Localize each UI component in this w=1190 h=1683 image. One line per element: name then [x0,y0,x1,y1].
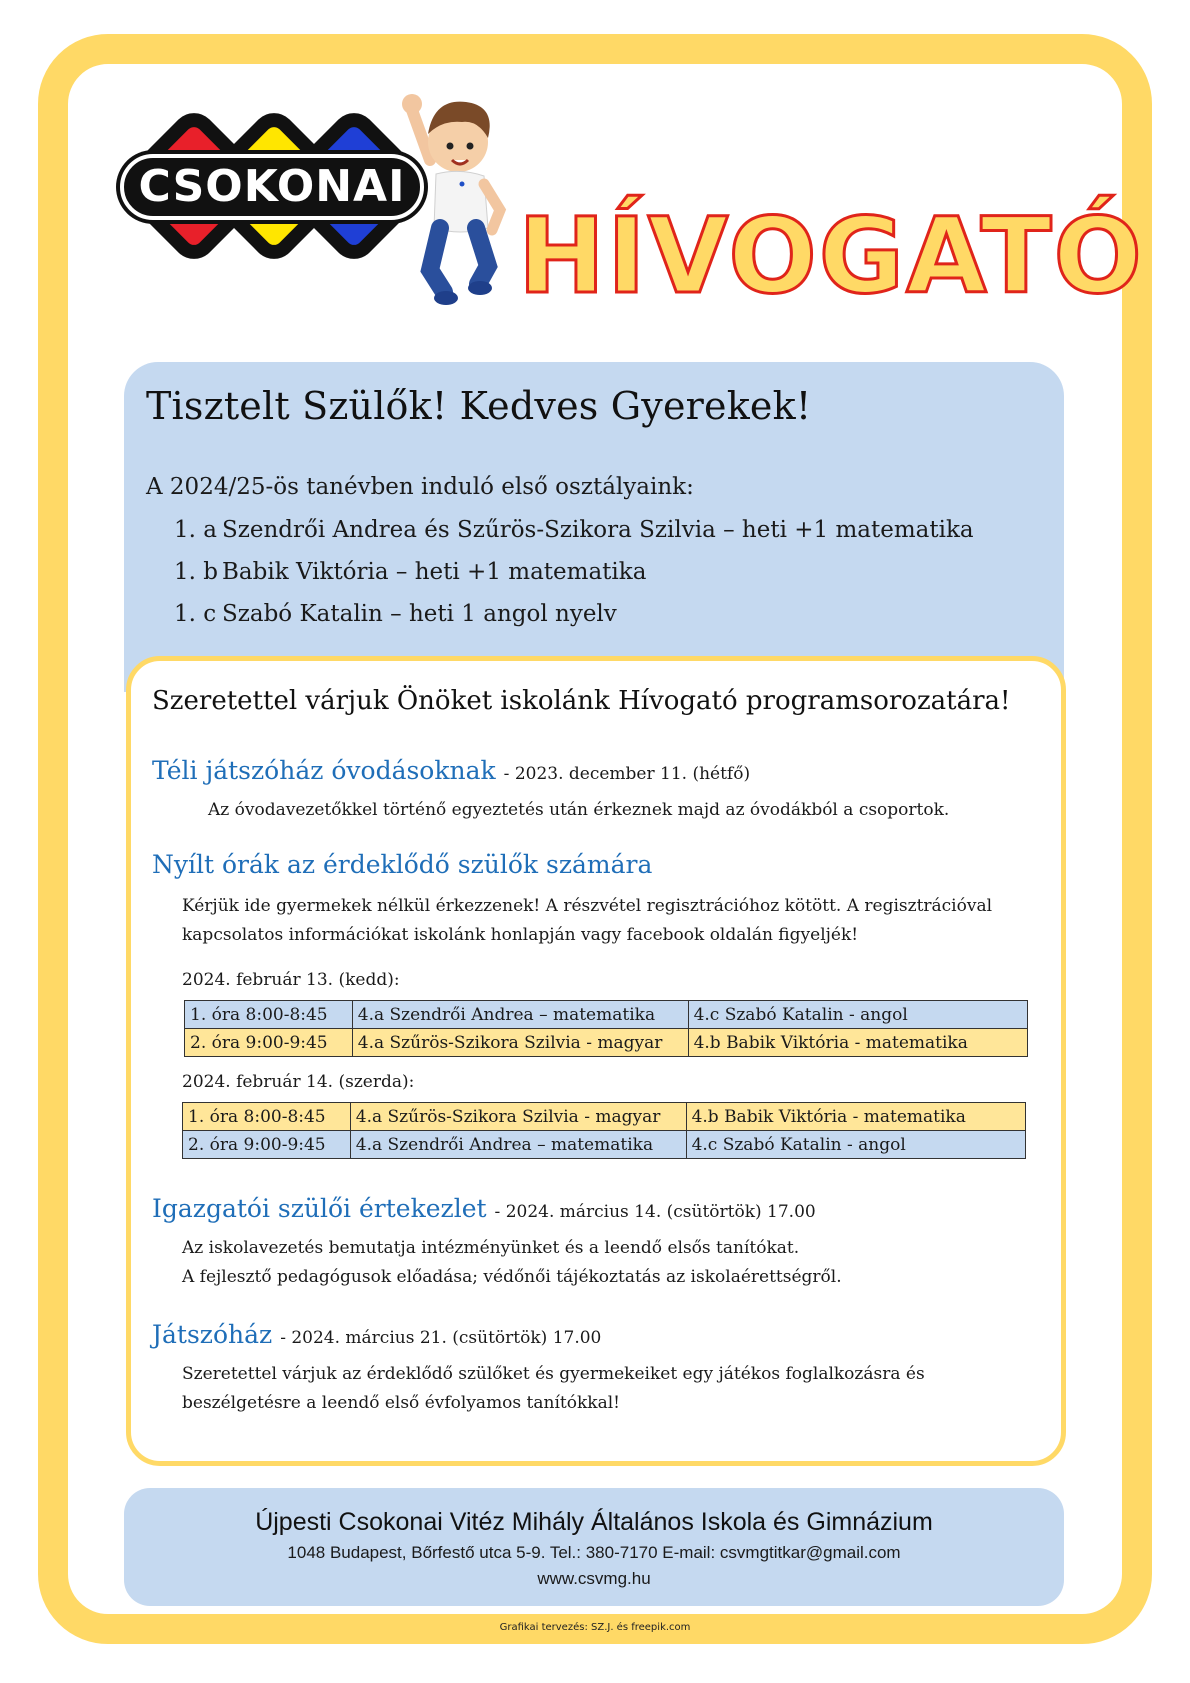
list-item: 1. c Szabó Katalin – heti 1 angol nyelv [174,601,617,627]
greeting-heading: Tisztelt Szülők! Kedves Gyerekek! [146,384,812,428]
table-row: 1. óra 8:00-8:45 4.a Szűrös-Szikora Szilvia - magyar 4.b Babik Viktória - matematika [183,1103,1026,1131]
schedule-day-label: 2024. február 14. (szerda): [182,1072,415,1092]
schedule-table [184,1000,1028,1057]
event-date: - 2024. március 21. (csütörtök) 17.00 [280,1328,602,1348]
event-date: - 2024. március 14. (csütörtök) 17.00 [494,1202,816,1222]
school-address: 1048 Budapest, Bőrfestő utca 5-9. Tel.: 380-7170 E-mail: csvmgtitkar@gmail.com [287,1543,901,1562]
event-title: Játszóház - 2024. március 21. (csütörtök) 17.00 [152,1320,602,1349]
event-title: Nyílt órák az érdeklődő szülők számára [152,850,653,879]
school-website: www.csvmg.hu [537,1569,651,1588]
schedule-day-label: 2024. február 13. (kedd): [182,970,400,990]
logo-text: CSOKONAI [120,154,424,220]
event-date: - 2023. december 11. (hétfő) [503,764,751,784]
event-description: Szeretettel várjuk az érdeklődő szülőket és gyermekeiket egy játékos foglalkozásra és beszélgetésre a leendő első évfolyamos tanítókkal! [182,1364,925,1413]
page-title: HÍVOGATÓ [518,195,1144,317]
school-name: Újpesti Csokonai Vitéz Mihály Általános Iskola és Gimnázium [255,1508,933,1536]
footer-contact [124,1488,1064,1606]
school-logo [112,96,432,286]
list-item: 1. a Szendrői Andrea és Szűrös-Szikora Szilvia – heti +1 matematika [174,517,974,543]
event-title: Téli játszóház óvodásoknak - 2023. december 11. (hétfő) [152,756,751,785]
program-heading: Szeretettel várjuk Önöket iskolánk Hívogató programsorozatára! [152,686,1011,716]
classes-intro: A 2024/25-ös tanévben induló első osztályaink: [146,474,694,500]
table-row: 1. óra 8:00-8:45 4.a Szendrői Andrea – matematika 4.c Szabó Katalin - angol [185,1001,1028,1029]
table-row: 2. óra 9:00-9:45 4.a Szűrös-Szikora Szilvia - magyar 4.b Babik Viktória - matematika [185,1029,1028,1057]
design-credit: Grafikai tervezés: SZ.J. és freepik.com [499,1622,691,1633]
event-description: Kérjük ide gyermekek nélkül érkezzenek! A részvétel regisztrációhoz kötött. A regisztrációval kapcsolatos információkat iskolánk honlapján vagy facebook oldalán figyeljék! [182,896,993,945]
event-description: Az óvodavezetőkkel történő egyeztetés után érkeznek majd az óvodákból a csoportok. [208,800,950,820]
list-item: 1. b Babik Viktória – heti +1 matematika [174,559,647,585]
schedule-table [182,1102,1026,1159]
class-list [174,514,974,640]
event-title: Igazgatói szülői értekezlet - 2024. március 14. (csütörtök) 17.00 [152,1194,816,1223]
table-row: 2. óra 9:00-9:45 4.a Szendrői Andrea – matematika 4.c Szabó Katalin - angol [183,1131,1026,1159]
event-description: Az iskolavezetés bemutatja intézményünket és a leendő elsős tanítókat. A fejlesztő pedagógusok előadása; védőnői tájékoztatás az iskolaérettségről. [182,1238,842,1287]
